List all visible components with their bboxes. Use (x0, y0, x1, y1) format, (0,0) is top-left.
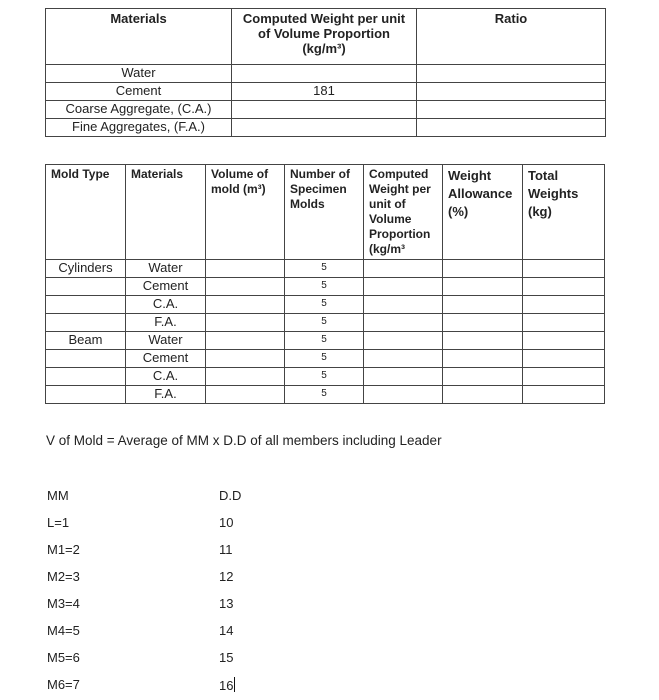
table-row (46, 350, 605, 368)
specimen-count-cell[interactable]: 5 (285, 368, 364, 386)
allowance-cell[interactable] (443, 260, 523, 278)
computed-weight-cell[interactable] (232, 101, 417, 119)
header-materials: Materials (126, 165, 206, 260)
mold-weights-table (45, 164, 605, 404)
specimen-count-cell[interactable]: 5 (285, 314, 364, 332)
member-label: M1=2 (47, 542, 80, 557)
table-row (46, 101, 606, 119)
material-cell[interactable]: Water (126, 260, 206, 278)
mold-type-cell[interactable] (46, 386, 126, 404)
volume-cell[interactable] (206, 350, 285, 368)
computed-weight-cell[interactable] (364, 260, 443, 278)
allowance-cell[interactable] (443, 332, 523, 350)
mold-type-cell[interactable]: Beam (46, 332, 126, 350)
material-cell[interactable]: Cement (46, 83, 232, 101)
allowance-cell[interactable] (443, 386, 523, 404)
computed-weight-cell[interactable] (364, 296, 443, 314)
total-weight-cell[interactable] (523, 332, 605, 350)
header-computed-weight: Computed Weight per unit of Volume Proportion (kg/m³) (232, 9, 417, 65)
table-row (46, 332, 605, 350)
computed-weight-cell[interactable] (232, 119, 417, 137)
allowance-cell[interactable] (443, 278, 523, 296)
mold-volume-note: V of Mold = Average of MM x D.D of all members including Leader (46, 433, 442, 448)
member-label: M5=6 (47, 650, 80, 665)
text-cursor (234, 677, 235, 692)
table-row (46, 260, 605, 278)
computed-weight-cell[interactable] (364, 278, 443, 296)
material-cell[interactable]: Water (126, 332, 206, 350)
allowance-cell[interactable] (443, 296, 523, 314)
computed-weight-cell[interactable] (364, 386, 443, 404)
material-cell[interactable]: Coarse Aggregate, (C.A.) (46, 101, 232, 119)
table-row (46, 83, 606, 101)
header-mold-type: Mold Type (46, 165, 126, 260)
total-weight-cell[interactable] (523, 314, 605, 332)
volume-cell[interactable] (206, 260, 285, 278)
specimen-count-cell[interactable]: 5 (285, 332, 364, 350)
member-dd-value: 11 (219, 542, 233, 557)
member-dd-value: 16 (219, 678, 234, 693)
total-weight-cell[interactable] (523, 296, 605, 314)
header-volume-of-mold: Volume of mold (m³) (206, 165, 285, 260)
specimen-count-cell[interactable]: 5 (285, 296, 364, 314)
header-computed-weight: Computed Weight per unit of Volume Proportion (kg/m³ (364, 165, 443, 260)
computed-weight-cell[interactable] (364, 332, 443, 350)
mold-type-cell[interactable] (46, 278, 126, 296)
table-row (46, 386, 605, 404)
material-cell[interactable]: Cement (126, 350, 206, 368)
volume-cell[interactable] (206, 296, 285, 314)
member-label: M3=4 (47, 596, 80, 611)
mold-type-cell[interactable] (46, 296, 126, 314)
total-weight-cell[interactable] (523, 386, 605, 404)
member-label: M6=7 (47, 677, 80, 692)
member-label: L=1 (47, 515, 70, 530)
ratio-cell[interactable] (417, 83, 606, 101)
material-cell[interactable]: Cement (126, 278, 206, 296)
allowance-cell[interactable] (443, 368, 523, 386)
total-weight-cell[interactable] (523, 368, 605, 386)
specimen-count-cell[interactable]: 5 (285, 350, 364, 368)
material-cell[interactable]: C.A. (126, 296, 206, 314)
mold-type-cell[interactable]: Cylinders (46, 260, 126, 278)
volume-cell[interactable] (206, 332, 285, 350)
material-cell[interactable]: Fine Aggregates, (F.A.) (46, 119, 232, 137)
member-dd-value: 10 (219, 515, 234, 530)
computed-weight-cell[interactable]: 181 (232, 83, 417, 101)
ratio-cell[interactable] (417, 101, 606, 119)
header-number-of-specimen-molds: Number of Specimen Molds (285, 165, 364, 260)
table-row (46, 278, 605, 296)
member-dd-value: 13 (219, 596, 234, 611)
computed-weight-cell[interactable] (364, 314, 443, 332)
material-cell[interactable]: Water (46, 65, 232, 83)
table-row (46, 314, 605, 332)
computed-weight-cell[interactable] (364, 350, 443, 368)
specimen-count-cell[interactable]: 5 (285, 260, 364, 278)
total-weight-cell[interactable] (523, 278, 605, 296)
mm-header: MM (47, 488, 69, 503)
member-dd-entry[interactable] (219, 677, 235, 693)
volume-cell[interactable] (206, 386, 285, 404)
ratio-cell[interactable] (417, 119, 606, 137)
material-cell[interactable]: C.A. (126, 368, 206, 386)
computed-weight-cell[interactable] (364, 368, 443, 386)
volume-cell[interactable] (206, 368, 285, 386)
total-weight-cell[interactable] (523, 350, 605, 368)
allowance-cell[interactable] (443, 350, 523, 368)
total-weight-cell[interactable] (523, 260, 605, 278)
mold-type-cell[interactable] (46, 368, 126, 386)
member-dd-value: 12 (219, 569, 234, 584)
member-label: M4=5 (47, 623, 80, 638)
dd-header: D.D (219, 488, 242, 503)
material-ratio-table (45, 8, 606, 137)
member-dd-value: 15 (219, 650, 234, 665)
mold-type-cell[interactable] (46, 350, 126, 368)
member-label: M2=3 (47, 569, 80, 584)
material-cell[interactable]: F.A. (126, 386, 206, 404)
table-row (46, 119, 606, 137)
header-total-weights: Total Weights (kg) (523, 165, 605, 260)
ratio-cell[interactable] (417, 65, 606, 83)
specimen-count-cell[interactable]: 5 (285, 386, 364, 404)
mold-type-cell[interactable] (46, 314, 126, 332)
specimen-count-cell[interactable]: 5 (285, 278, 364, 296)
allowance-cell[interactable] (443, 314, 523, 332)
volume-cell[interactable] (206, 278, 285, 296)
material-cell[interactable]: F.A. (126, 314, 206, 332)
member-dd-value: 14 (219, 623, 234, 638)
table-row (46, 368, 605, 386)
header-materials: Materials (46, 9, 232, 65)
header-weight-allowance: Weight Allowance (%) (443, 165, 523, 260)
header-ratio: Ratio (417, 9, 606, 65)
volume-cell[interactable] (206, 314, 285, 332)
table-row (46, 296, 605, 314)
computed-weight-cell[interactable] (232, 65, 417, 83)
table-row (46, 65, 606, 83)
